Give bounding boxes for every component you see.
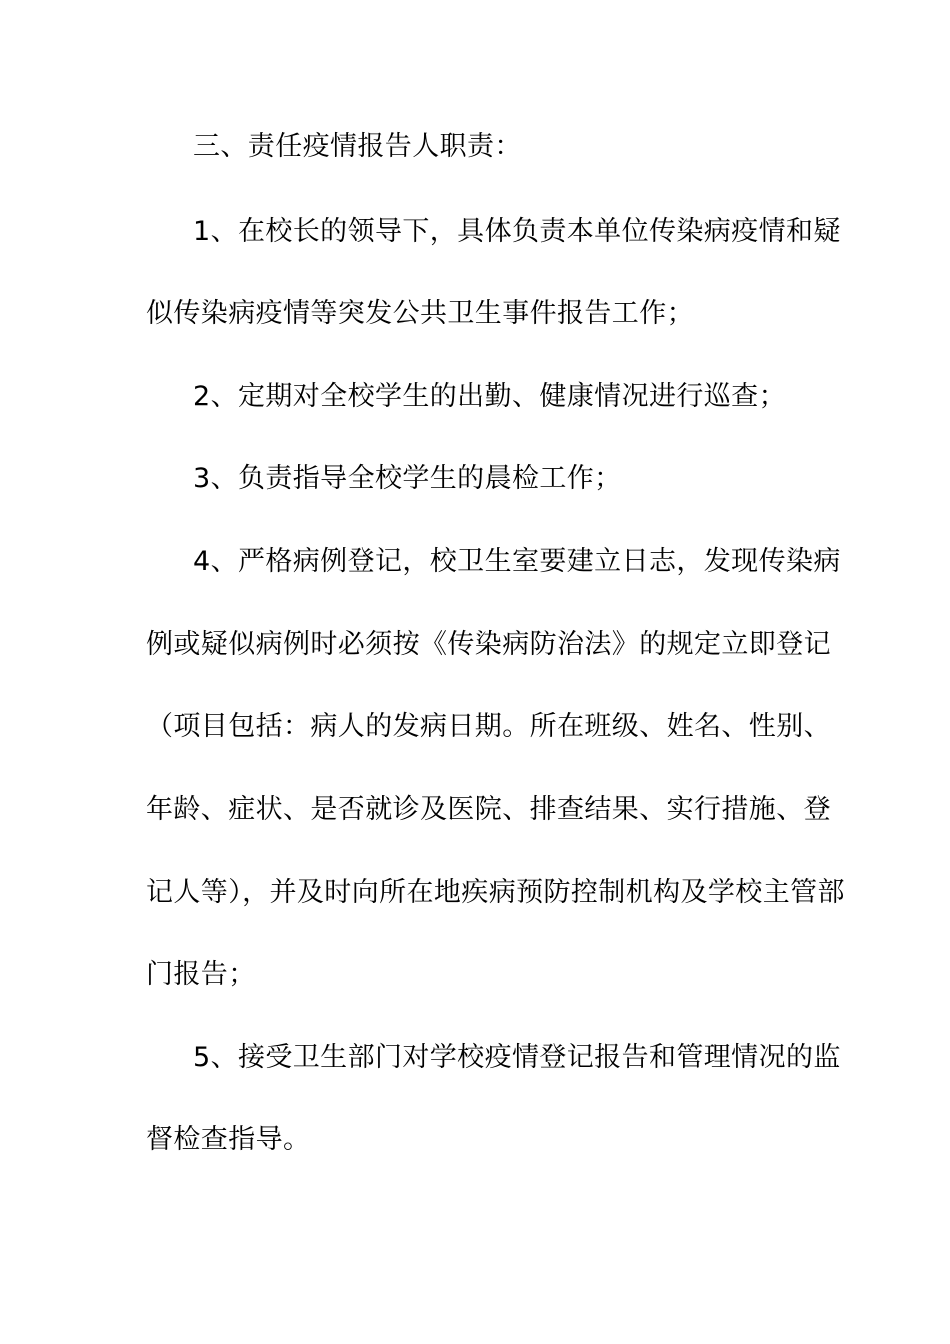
paragraph-line: 门报告； [146,959,256,990]
paragraph-line: （项目包括：病人的发病日期。所在班级、姓名、性别、 [146,711,831,742]
paragraph-line: 督检查指导。 [146,1124,311,1155]
paragraph-line: 年龄、症状、是否就诊及医院、排查结果、实行措施、登 [146,794,831,825]
paragraph-line: 1、在校长的领导下，具体负责本单位传染病疫情和疑 [193,216,841,247]
paragraph-line: 记人等），并及时向所在地疾病预防控制机构及学校主管部 [146,877,845,908]
section-heading: 三、责任疫情报告人职责： [193,131,522,162]
paragraph-line: 5、接受卫生部门对学校疫情登记报告和管理情况的监 [193,1042,841,1073]
paragraph-line: 4、严格病例登记，校卫生室要建立日志，发现传染病 [193,546,841,577]
paragraph-line: 例或疑似病例时必须按《传染病防治法》的规定立即登记 [146,629,831,660]
paragraph-line: 2、定期对全校学生的出勤、健康情况进行巡查； [193,381,786,412]
paragraph-line: 似传染病疫情等突发公共卫生事件报告工作； [146,298,694,329]
paragraph-line: 3、负责指导全校学生的晨检工作； [193,463,622,494]
